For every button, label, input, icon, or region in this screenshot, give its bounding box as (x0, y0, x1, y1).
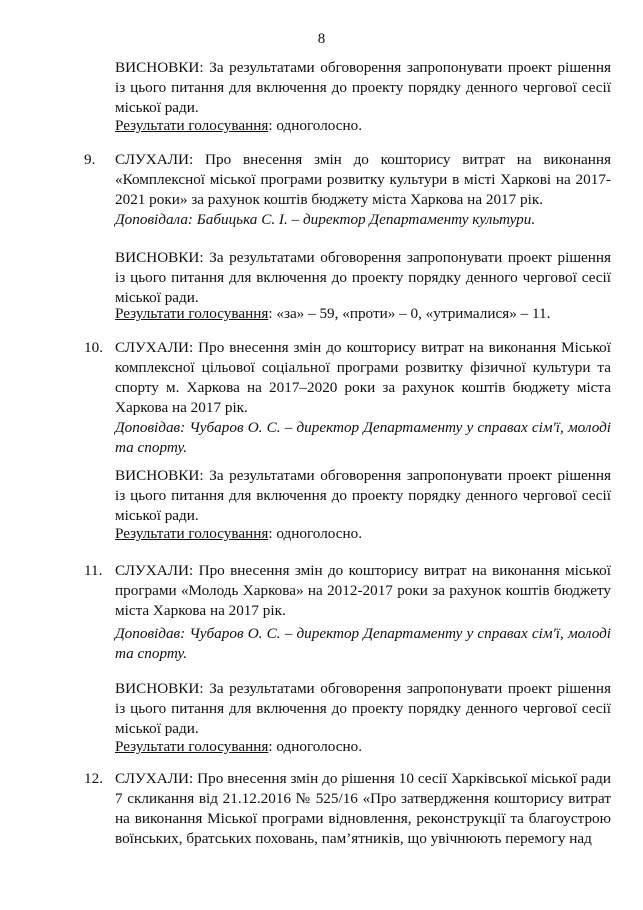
heard-text: Про внесення змін до кошторису витрат на виконання міської програми «Молодь Харкова» на 2012-2017 роки за рахунок коштів бюджету міста Харкова на 2017 рік. (115, 562, 611, 619)
intro-conclusion (115, 58, 611, 118)
item-speaker: Доповідала: Бабицька С. І. – директор Департаменту культури. (115, 211, 536, 228)
conclusion-label: ВИСНОВКИ: (115, 249, 204, 266)
item-conclusion (115, 466, 611, 526)
item-heard (115, 561, 611, 621)
item-conclusion (115, 679, 611, 739)
conclusion-text: За результатами обговорення запропонувати проект рішення із цього питання для включення до проекту порядку денного чергової сесії міської ради. (115, 59, 611, 116)
page-number: 8 (317, 31, 326, 47)
item-speaker: Доповідав: Чубаров О. С. – директор Департаменту у справах сім'ї, молоді та спорту. (115, 625, 611, 662)
item-number: 10. (84, 339, 103, 356)
vote-label: Результати голосування (115, 738, 269, 755)
item-number: 12. (84, 770, 103, 787)
heard-label: СЛУХАЛИ: (115, 770, 194, 787)
vote-label: Результати голосування (115, 117, 269, 134)
item-heard (115, 769, 611, 849)
heard-text: Про внесення змін до кошторису витрат на виконання Міської комплексної цільової соціальної програми розвитку фізичної культури та спорту м. Харкова на 2017–2020 роки за рахунок коштів бюджету міста Харкова на 2017 рік. (115, 339, 611, 416)
item-vote (115, 304, 611, 324)
item-number: 9. (84, 151, 96, 168)
conclusion-label: ВИСНОВКИ: (115, 680, 204, 697)
heard-label: СЛУХАЛИ: (115, 151, 194, 168)
conclusion-text: За результатами обговорення запропонувати проект рішення із цього питання для включення до проекту порядку денного чергової сесії міської ради. (115, 467, 611, 524)
item-vote (115, 737, 611, 757)
conclusion-text: За результатами обговорення запропонувати проект рішення із цього питання для включення до проекту порядку денного чергової сесії міської ради. (115, 249, 611, 306)
vote-text: : одноголосно. (268, 525, 363, 542)
vote-label: Результати голосування (115, 305, 269, 322)
vote-text: : одноголосно. (268, 117, 363, 134)
item-speaker: Доповідав: Чубаров О. С. – директор Департаменту у справах сім'ї, молоді та спорту. (115, 419, 611, 456)
item-heard (115, 338, 611, 418)
item-heard (115, 150, 611, 210)
vote-text: : одноголосно. (268, 738, 363, 755)
heard-text: Про внесення змін до кошторису витрат на виконання «Комплексної міської програми розвитку культури в місті Харкові на 2017-2021 роки» за рахунок коштів бюджету міста Харкова на 2017 рік. (115, 151, 611, 208)
conclusion-label: ВИСНОВКИ: (115, 59, 204, 76)
vote-text: : «за» – 59, «проти» – 0, «утрималися» – 11. (268, 305, 551, 322)
heard-text: Про внесення змін до рішення 10 сесії Харківської міської ради 7 скликання від 21.12.2016 № 525/16 «Про затвердження кошторису витрат на виконання Міської програми відновлення, реконструкції та благоустрою воїнських, братських поховань, пам’ятників, що увічнюють перемогу над (115, 770, 611, 847)
item-number: 11. (84, 562, 103, 579)
item-vote (115, 524, 611, 544)
vote-label: Результати голосування (115, 525, 269, 542)
intro-vote (115, 116, 611, 136)
heard-label: СЛУХАЛИ: (115, 562, 194, 579)
conclusion-text: За результатами обговорення запропонувати проект рішення із цього питання для включення до проекту порядку денного чергової сесії міської ради. (115, 680, 611, 737)
conclusion-label: ВИСНОВКИ: (115, 467, 204, 484)
item-conclusion (115, 248, 611, 308)
heard-label: СЛУХАЛИ: (115, 339, 194, 356)
